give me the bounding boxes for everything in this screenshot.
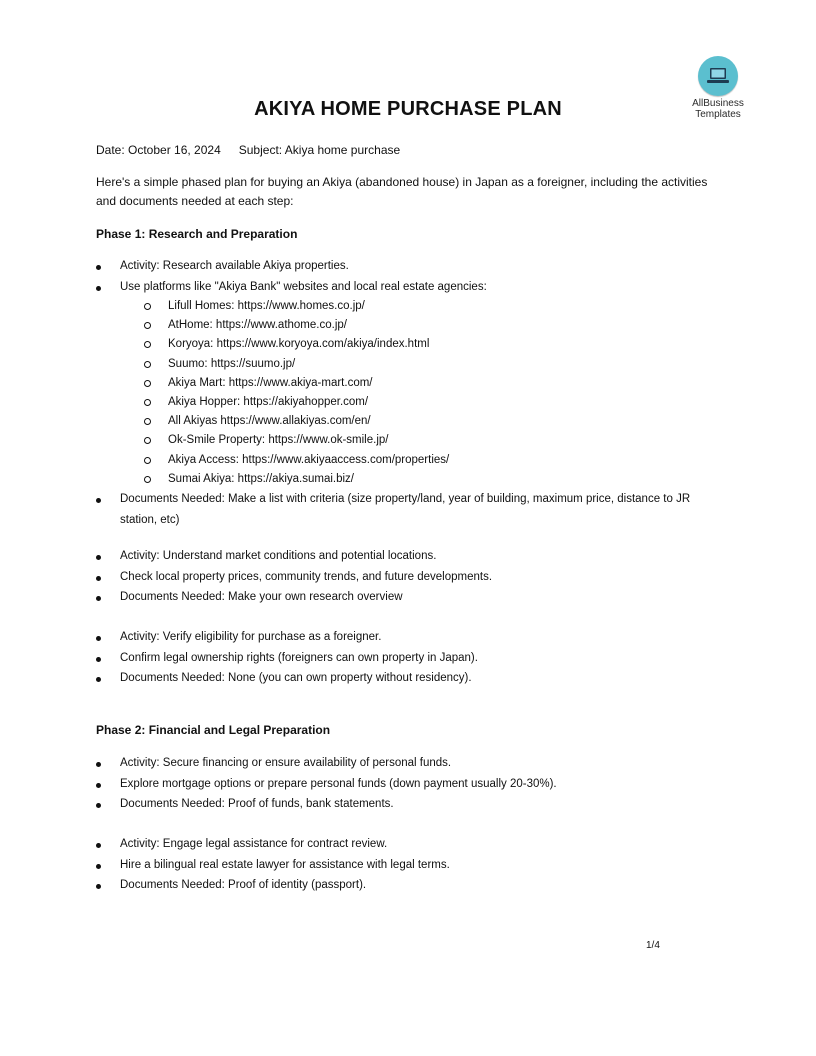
phase2-group2-list [96,834,726,896]
site-item-akiya-mart: Akiya Mart: https://www.akiya-mart.com/ [120,374,726,393]
phase2-group1-list [96,753,726,815]
logo-badge [698,56,738,96]
site-item-athome: AtHome: https://www.athome.co.jp/ [120,316,726,335]
phase1-group1-list [96,256,726,531]
platform-sites-list [120,297,726,489]
subject-text: Subject: Akiya home purchase [238,143,401,157]
list-item: Activity: Verify eligibility for purchase as a foreigner. [96,627,726,648]
list-item: Check local property prices, community trends, and future developments. [96,567,726,588]
list-item: Activity: Research available Akiya properties. [96,256,726,277]
intro-paragraph: Here's a simple phased plan for buying an Akiya (abandoned house) in Japan as a foreigner, including the activities and documents needed at each step: [96,175,708,208]
page-number: 1/4 [646,940,660,951]
meta-line [96,143,400,157]
list-item: Documents Needed: None (you can own property without residency). [96,668,726,689]
page-title: AKIYA HOME PURCHASE PLAN [254,98,562,120]
site-item-akiya-hopper: Akiya Hopper: https://akiyahopper.com/ [120,393,726,412]
list-item: Hire a bilingual real estate lawyer for assistance with legal terms. [96,855,726,876]
list-item [96,277,726,490]
phase1-group3-list [96,627,726,689]
site-item-akiya-access: Akiya Access: https://www.akiyaaccess.com/properties/ [120,451,726,470]
list-item: Explore mortgage options or prepare personal funds (down payment usually 20-30%). [96,774,726,795]
site-item-koryoya: Koryoya: https://www.koryoya.com/akiya/index.html [120,335,726,354]
site-item-lifull: Lifull Homes: https://www.homes.co.jp/ [120,297,726,316]
list-item: Activity: Engage legal assistance for contract review. [96,834,726,855]
list-item: Confirm legal ownership rights (foreigners can own property in Japan). [96,648,726,669]
site-item-suumo: Suumo: https://suumo.jp/ [120,355,726,374]
site-item-ok-smile: Ok-Smile Property: https://www.ok-smile.jp/ [120,431,726,450]
phase1-group2-list [96,546,726,608]
site-item-sumai-akiya: Sumai Akiya: https://akiya.sumai.biz/ [120,470,726,489]
list-item: Activity: Understand market conditions and potential locations. [96,546,726,567]
site-item-all-akiyas: All Akiyas https://www.allakiyas.com/en/ [120,412,726,431]
laptop-icon [707,67,729,85]
logo-line-2: Templates [695,109,741,120]
list-item: Documents Needed: Make a list with criteria (size property/land, year of building, maximum price, distance to JR station, etc) [96,489,726,531]
list-item: Documents Needed: Proof of funds, bank statements. [96,794,726,815]
list-item: Documents Needed: Proof of identity (passport). [96,875,726,896]
list-item: Activity: Secure financing or ensure availability of personal funds. [96,753,726,774]
phase2-heading: Phase 2: Financial and Legal Preparation [96,723,331,737]
logo-line-1: AllBusiness [692,98,744,109]
phase1-heading: Phase 1: Research and Preparation [96,227,298,241]
list-item: Documents Needed: Make your own research overview [96,587,726,608]
date-text: Date: October 16, 2024 [96,143,221,157]
platforms-text: Use platforms like "Akiya Bank" websites and local real estate agencies: [120,280,487,293]
